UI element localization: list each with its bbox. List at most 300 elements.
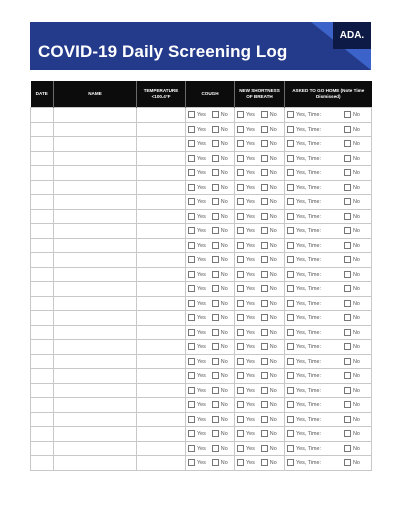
go-home-no-option[interactable] [344, 227, 360, 234]
go-home-yes-time-option[interactable] [287, 242, 321, 249]
checkbox[interactable] [237, 285, 244, 292]
cough-yes-option[interactable] [188, 213, 206, 220]
checkbox[interactable] [344, 445, 351, 452]
breath-yes-option[interactable] [237, 372, 255, 379]
checkbox[interactable] [287, 126, 294, 133]
checkbox[interactable] [212, 358, 219, 365]
date-cell[interactable] [31, 398, 54, 413]
go-home-yes-time-option[interactable] [287, 271, 321, 278]
checkbox[interactable] [344, 184, 351, 191]
go-home-no-option[interactable] [344, 169, 360, 176]
checkbox[interactable] [188, 416, 195, 423]
checkbox[interactable] [261, 285, 268, 292]
go-home-no-option[interactable] [344, 416, 360, 423]
go-home-yes-time-option[interactable] [287, 213, 321, 220]
checkbox[interactable] [212, 213, 219, 220]
checkbox[interactable] [237, 300, 244, 307]
go-home-no-option[interactable] [344, 140, 360, 147]
date-cell[interactable] [31, 369, 54, 384]
cough-no-option[interactable] [212, 387, 228, 394]
breath-yes-option[interactable] [237, 430, 255, 437]
cough-no-option[interactable] [212, 256, 228, 263]
checkbox[interactable] [344, 329, 351, 336]
temperature-cell[interactable] [137, 427, 186, 442]
checkbox[interactable] [261, 314, 268, 321]
checkbox[interactable] [344, 416, 351, 423]
go-home-yes-time-option[interactable] [287, 459, 321, 466]
cough-no-option[interactable] [212, 213, 228, 220]
checkbox[interactable] [344, 256, 351, 263]
checkbox[interactable] [344, 372, 351, 379]
date-cell[interactable] [31, 238, 54, 253]
checkbox[interactable] [261, 401, 268, 408]
temperature-cell[interactable] [137, 137, 186, 152]
cough-no-option[interactable] [212, 126, 228, 133]
breath-no-option[interactable] [261, 140, 277, 147]
checkbox[interactable] [287, 329, 294, 336]
go-home-no-option[interactable] [344, 271, 360, 278]
checkbox[interactable] [188, 256, 195, 263]
checkbox[interactable] [287, 140, 294, 147]
temperature-cell[interactable] [137, 253, 186, 268]
checkbox[interactable] [212, 111, 219, 118]
checkbox[interactable] [188, 285, 195, 292]
checkbox[interactable] [212, 126, 219, 133]
go-home-yes-time-option[interactable] [287, 198, 321, 205]
go-home-no-option[interactable] [344, 111, 360, 118]
breath-yes-option[interactable] [237, 285, 255, 292]
breath-yes-option[interactable] [237, 213, 255, 220]
checkbox[interactable] [287, 445, 294, 452]
breath-yes-option[interactable] [237, 227, 255, 234]
checkbox[interactable] [188, 314, 195, 321]
temperature-cell[interactable] [137, 282, 186, 297]
name-cell[interactable] [54, 151, 137, 166]
checkbox[interactable] [188, 300, 195, 307]
temperature-cell[interactable] [137, 267, 186, 282]
checkbox[interactable] [188, 387, 195, 394]
checkbox[interactable] [188, 126, 195, 133]
checkbox[interactable] [261, 372, 268, 379]
cough-yes-option[interactable] [188, 198, 206, 205]
checkbox[interactable] [237, 198, 244, 205]
cough-yes-option[interactable] [188, 387, 206, 394]
breath-no-option[interactable] [261, 285, 277, 292]
checkbox[interactable] [188, 271, 195, 278]
cough-yes-option[interactable] [188, 140, 206, 147]
checkbox[interactable] [188, 242, 195, 249]
temperature-cell[interactable] [137, 383, 186, 398]
temperature-cell[interactable] [137, 151, 186, 166]
checkbox[interactable] [237, 416, 244, 423]
breath-no-option[interactable] [261, 445, 277, 452]
checkbox[interactable] [212, 401, 219, 408]
cough-yes-option[interactable] [188, 111, 206, 118]
go-home-no-option[interactable] [344, 314, 360, 321]
cough-no-option[interactable] [212, 343, 228, 350]
cough-no-option[interactable] [212, 155, 228, 162]
temperature-cell[interactable] [137, 238, 186, 253]
checkbox[interactable] [287, 184, 294, 191]
cough-no-option[interactable] [212, 314, 228, 321]
checkbox[interactable] [188, 184, 195, 191]
go-home-yes-time-option[interactable] [287, 387, 321, 394]
checkbox[interactable] [212, 445, 219, 452]
name-cell[interactable] [54, 238, 137, 253]
go-home-yes-time-option[interactable] [287, 111, 321, 118]
checkbox[interactable] [188, 169, 195, 176]
breath-no-option[interactable] [261, 416, 277, 423]
name-cell[interactable] [54, 296, 137, 311]
cough-yes-option[interactable] [188, 416, 206, 423]
go-home-no-option[interactable] [344, 184, 360, 191]
checkbox[interactable] [287, 242, 294, 249]
go-home-yes-time-option[interactable] [287, 401, 321, 408]
temperature-cell[interactable] [137, 412, 186, 427]
checkbox[interactable] [287, 358, 294, 365]
cough-no-option[interactable] [212, 358, 228, 365]
checkbox[interactable] [344, 358, 351, 365]
checkbox[interactable] [237, 445, 244, 452]
breath-yes-option[interactable] [237, 387, 255, 394]
go-home-no-option[interactable] [344, 343, 360, 350]
cough-yes-option[interactable] [188, 300, 206, 307]
breath-yes-option[interactable] [237, 329, 255, 336]
go-home-no-option[interactable] [344, 126, 360, 133]
date-cell[interactable] [31, 412, 54, 427]
checkbox[interactable] [287, 314, 294, 321]
breath-yes-option[interactable] [237, 198, 255, 205]
go-home-yes-time-option[interactable] [287, 140, 321, 147]
temperature-cell[interactable] [137, 311, 186, 326]
checkbox[interactable] [237, 329, 244, 336]
go-home-yes-time-option[interactable] [287, 314, 321, 321]
cough-yes-option[interactable] [188, 459, 206, 466]
breath-no-option[interactable] [261, 459, 277, 466]
checkbox[interactable] [237, 126, 244, 133]
checkbox[interactable] [237, 242, 244, 249]
checkbox[interactable] [212, 372, 219, 379]
temperature-cell[interactable] [137, 398, 186, 413]
go-home-no-option[interactable] [344, 430, 360, 437]
cough-no-option[interactable] [212, 459, 228, 466]
name-cell[interactable] [54, 224, 137, 239]
breath-no-option[interactable] [261, 111, 277, 118]
checkbox[interactable] [212, 271, 219, 278]
name-cell[interactable] [54, 253, 137, 268]
name-cell[interactable] [54, 311, 137, 326]
checkbox[interactable] [344, 213, 351, 220]
checkbox[interactable] [287, 169, 294, 176]
checkbox[interactable] [188, 329, 195, 336]
checkbox[interactable] [287, 416, 294, 423]
checkbox[interactable] [261, 126, 268, 133]
name-cell[interactable] [54, 340, 137, 355]
go-home-yes-time-option[interactable] [287, 300, 321, 307]
name-cell[interactable] [54, 383, 137, 398]
cough-no-option[interactable] [212, 445, 228, 452]
go-home-no-option[interactable] [344, 401, 360, 408]
name-cell[interactable] [54, 195, 137, 210]
checkbox[interactable] [188, 445, 195, 452]
go-home-yes-time-option[interactable] [287, 169, 321, 176]
go-home-no-option[interactable] [344, 445, 360, 452]
checkbox[interactable] [212, 256, 219, 263]
go-home-no-option[interactable] [344, 329, 360, 336]
cough-no-option[interactable] [212, 300, 228, 307]
cough-yes-option[interactable] [188, 155, 206, 162]
go-home-no-option[interactable] [344, 198, 360, 205]
breath-yes-option[interactable] [237, 445, 255, 452]
breath-no-option[interactable] [261, 430, 277, 437]
checkbox[interactable] [188, 227, 195, 234]
checkbox[interactable] [287, 155, 294, 162]
checkbox[interactable] [237, 343, 244, 350]
checkbox[interactable] [212, 140, 219, 147]
name-cell[interactable] [54, 282, 137, 297]
breath-no-option[interactable] [261, 242, 277, 249]
checkbox[interactable] [261, 416, 268, 423]
checkbox[interactable] [188, 111, 195, 118]
checkbox[interactable] [237, 169, 244, 176]
go-home-no-option[interactable] [344, 213, 360, 220]
breath-yes-option[interactable] [237, 169, 255, 176]
checkbox[interactable] [237, 111, 244, 118]
checkbox[interactable] [344, 387, 351, 394]
name-cell[interactable] [54, 456, 137, 471]
date-cell[interactable] [31, 122, 54, 137]
temperature-cell[interactable] [137, 340, 186, 355]
checkbox[interactable] [212, 416, 219, 423]
checkbox[interactable] [188, 140, 195, 147]
breath-yes-option[interactable] [237, 314, 255, 321]
date-cell[interactable] [31, 354, 54, 369]
name-cell[interactable] [54, 209, 137, 224]
cough-no-option[interactable] [212, 169, 228, 176]
checkbox[interactable] [212, 430, 219, 437]
cough-yes-option[interactable] [188, 445, 206, 452]
checkbox[interactable] [237, 401, 244, 408]
name-cell[interactable] [54, 122, 137, 137]
cough-no-option[interactable] [212, 271, 228, 278]
go-home-yes-time-option[interactable] [287, 430, 321, 437]
checkbox[interactable] [261, 184, 268, 191]
cough-no-option[interactable] [212, 416, 228, 423]
checkbox[interactable] [344, 459, 351, 466]
checkbox[interactable] [237, 459, 244, 466]
checkbox[interactable] [344, 401, 351, 408]
temperature-cell[interactable] [137, 325, 186, 340]
temperature-cell[interactable] [137, 108, 186, 123]
checkbox[interactable] [237, 372, 244, 379]
checkbox[interactable] [287, 256, 294, 263]
checkbox[interactable] [344, 430, 351, 437]
go-home-no-option[interactable] [344, 285, 360, 292]
cough-no-option[interactable] [212, 401, 228, 408]
breath-yes-option[interactable] [237, 140, 255, 147]
go-home-yes-time-option[interactable] [287, 285, 321, 292]
checkbox[interactable] [261, 387, 268, 394]
checkbox[interactable] [261, 242, 268, 249]
temperature-cell[interactable] [137, 195, 186, 210]
cough-yes-option[interactable] [188, 256, 206, 263]
checkbox[interactable] [212, 155, 219, 162]
checkbox[interactable] [261, 271, 268, 278]
temperature-cell[interactable] [137, 441, 186, 456]
go-home-no-option[interactable] [344, 372, 360, 379]
breath-yes-option[interactable] [237, 126, 255, 133]
checkbox[interactable] [212, 343, 219, 350]
checkbox[interactable] [237, 227, 244, 234]
checkbox[interactable] [212, 387, 219, 394]
go-home-yes-time-option[interactable] [287, 184, 321, 191]
checkbox[interactable] [261, 459, 268, 466]
checkbox[interactable] [344, 285, 351, 292]
breath-yes-option[interactable] [237, 343, 255, 350]
breath-yes-option[interactable] [237, 256, 255, 263]
date-cell[interactable] [31, 427, 54, 442]
name-cell[interactable] [54, 369, 137, 384]
cough-yes-option[interactable] [188, 358, 206, 365]
temperature-cell[interactable] [137, 122, 186, 137]
breath-no-option[interactable] [261, 401, 277, 408]
go-home-yes-time-option[interactable] [287, 416, 321, 423]
go-home-yes-time-option[interactable] [287, 445, 321, 452]
checkbox[interactable] [212, 169, 219, 176]
name-cell[interactable] [54, 325, 137, 340]
checkbox[interactable] [344, 300, 351, 307]
name-cell[interactable] [54, 354, 137, 369]
name-cell[interactable] [54, 108, 137, 123]
checkbox[interactable] [344, 140, 351, 147]
date-cell[interactable] [31, 296, 54, 311]
cough-yes-option[interactable] [188, 169, 206, 176]
checkbox[interactable] [344, 227, 351, 234]
name-cell[interactable] [54, 137, 137, 152]
breath-yes-option[interactable] [237, 459, 255, 466]
breath-no-option[interactable] [261, 358, 277, 365]
temperature-cell[interactable] [137, 166, 186, 181]
name-cell[interactable] [54, 267, 137, 282]
date-cell[interactable] [31, 180, 54, 195]
date-cell[interactable] [31, 325, 54, 340]
checkbox[interactable] [287, 387, 294, 394]
checkbox[interactable] [344, 242, 351, 249]
date-cell[interactable] [31, 282, 54, 297]
date-cell[interactable] [31, 383, 54, 398]
checkbox[interactable] [237, 213, 244, 220]
breath-yes-option[interactable] [237, 401, 255, 408]
checkbox[interactable] [287, 343, 294, 350]
cough-no-option[interactable] [212, 372, 228, 379]
checkbox[interactable] [261, 358, 268, 365]
name-cell[interactable] [54, 427, 137, 442]
checkbox[interactable] [344, 155, 351, 162]
breath-no-option[interactable] [261, 126, 277, 133]
checkbox[interactable] [237, 155, 244, 162]
checkbox[interactable] [261, 343, 268, 350]
checkbox[interactable] [237, 184, 244, 191]
breath-no-option[interactable] [261, 155, 277, 162]
checkbox[interactable] [188, 213, 195, 220]
temperature-cell[interactable] [137, 296, 186, 311]
checkbox[interactable] [287, 227, 294, 234]
go-home-no-option[interactable] [344, 155, 360, 162]
go-home-yes-time-option[interactable] [287, 155, 321, 162]
breath-yes-option[interactable] [237, 416, 255, 423]
cough-yes-option[interactable] [188, 401, 206, 408]
breath-no-option[interactable] [261, 256, 277, 263]
go-home-no-option[interactable] [344, 300, 360, 307]
go-home-yes-time-option[interactable] [287, 256, 321, 263]
checkbox[interactable] [237, 387, 244, 394]
cough-no-option[interactable] [212, 430, 228, 437]
cough-yes-option[interactable] [188, 271, 206, 278]
checkbox[interactable] [261, 140, 268, 147]
breath-no-option[interactable] [261, 314, 277, 321]
checkbox[interactable] [344, 111, 351, 118]
go-home-yes-time-option[interactable] [287, 126, 321, 133]
cough-no-option[interactable] [212, 329, 228, 336]
breath-no-option[interactable] [261, 213, 277, 220]
breath-no-option[interactable] [261, 343, 277, 350]
breath-no-option[interactable] [261, 169, 277, 176]
checkbox[interactable] [344, 314, 351, 321]
cough-yes-option[interactable] [188, 184, 206, 191]
checkbox[interactable] [212, 198, 219, 205]
go-home-no-option[interactable] [344, 242, 360, 249]
checkbox[interactable] [188, 372, 195, 379]
name-cell[interactable] [54, 398, 137, 413]
checkbox[interactable] [261, 111, 268, 118]
checkbox[interactable] [237, 256, 244, 263]
date-cell[interactable] [31, 456, 54, 471]
checkbox[interactable] [261, 198, 268, 205]
date-cell[interactable] [31, 166, 54, 181]
go-home-no-option[interactable] [344, 387, 360, 394]
breath-yes-option[interactable] [237, 111, 255, 118]
checkbox[interactable] [344, 126, 351, 133]
temperature-cell[interactable] [137, 224, 186, 239]
date-cell[interactable] [31, 311, 54, 326]
cough-yes-option[interactable] [188, 242, 206, 249]
checkbox[interactable] [287, 213, 294, 220]
go-home-yes-time-option[interactable] [287, 358, 321, 365]
checkbox[interactable] [261, 329, 268, 336]
checkbox[interactable] [188, 430, 195, 437]
cough-yes-option[interactable] [188, 126, 206, 133]
cough-no-option[interactable] [212, 111, 228, 118]
date-cell[interactable] [31, 340, 54, 355]
cough-no-option[interactable] [212, 140, 228, 147]
checkbox[interactable] [261, 213, 268, 220]
checkbox[interactable] [212, 242, 219, 249]
checkbox[interactable] [188, 401, 195, 408]
checkbox[interactable] [287, 372, 294, 379]
checkbox[interactable] [344, 343, 351, 350]
breath-yes-option[interactable] [237, 358, 255, 365]
cough-no-option[interactable] [212, 242, 228, 249]
breath-no-option[interactable] [261, 329, 277, 336]
checkbox[interactable] [212, 329, 219, 336]
breath-yes-option[interactable] [237, 242, 255, 249]
name-cell[interactable] [54, 166, 137, 181]
checkbox[interactable] [261, 169, 268, 176]
name-cell[interactable] [54, 180, 137, 195]
breath-no-option[interactable] [261, 387, 277, 394]
temperature-cell[interactable] [137, 209, 186, 224]
cough-no-option[interactable] [212, 184, 228, 191]
